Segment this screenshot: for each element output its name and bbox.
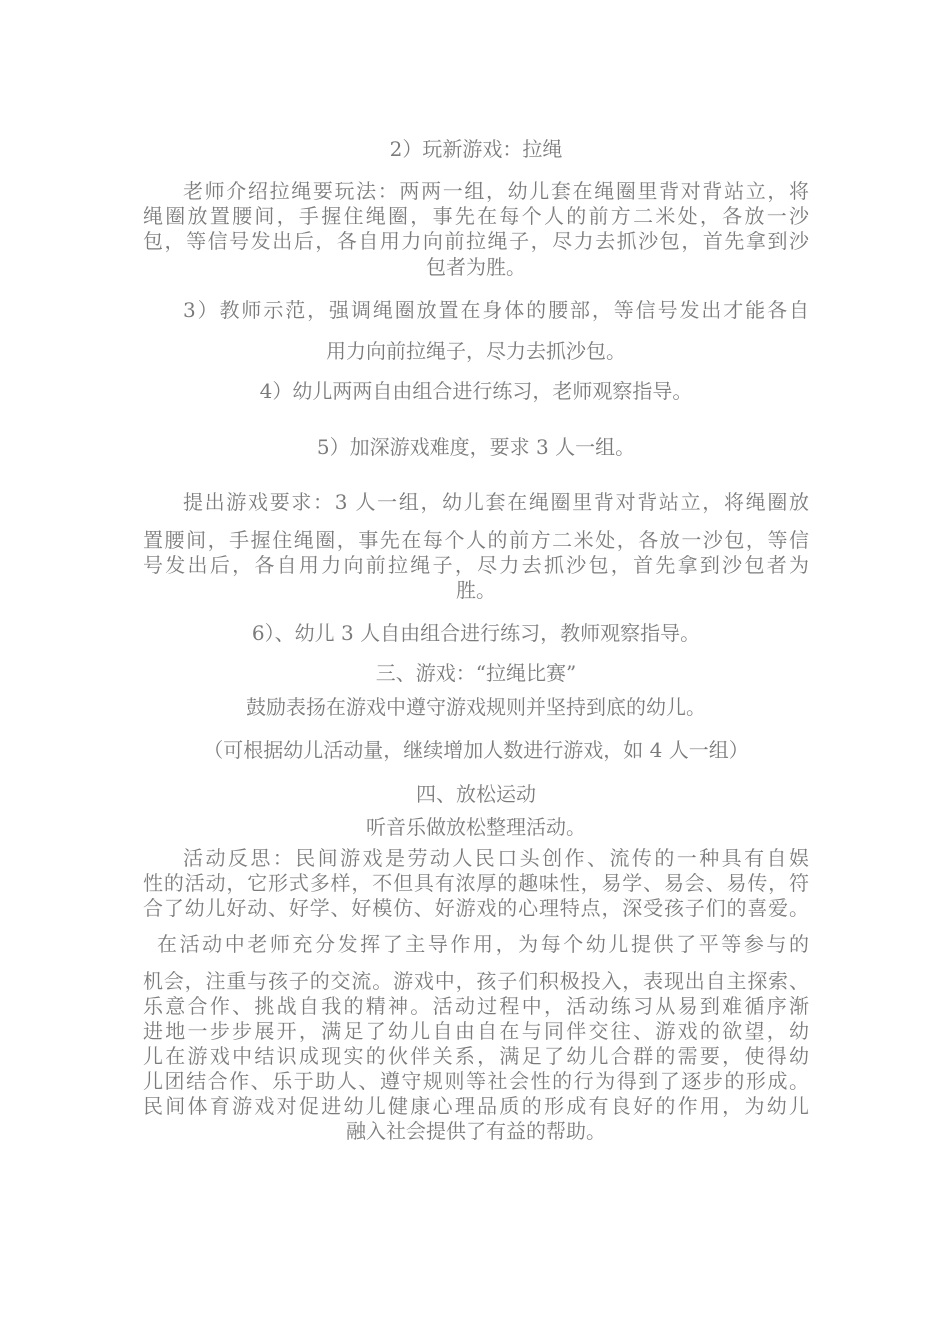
step-5-line: 5）加深游戏难度，要求 3 人一组。 xyxy=(316,435,636,459)
reflection-line: 儿团结合作、乐于助人、遵守规则等社会性的行为得到了逐步的形成。 xyxy=(143,1069,809,1093)
step-3-line: 3）教师示范，强调绳圈放置在身体的腰部，等信号发出才能各自 xyxy=(183,298,809,322)
section-3-line: 鼓励表扬在游戏中遵守游戏规则并坚持到底的幼儿。 xyxy=(246,695,706,719)
paragraph-line: 胜。 xyxy=(456,578,496,602)
step-3-line: 用力向前拉绳子，尽力去抓沙包。 xyxy=(326,339,626,363)
reflection-line: 儿在游戏中结识成现实的伙伴关系，满足了幼儿合群的需要，使得幼 xyxy=(143,1044,809,1068)
reflection-line: 融入社会提供了有益的帮助。 xyxy=(346,1119,606,1143)
reflection-line: 机会，注重与孩子的交流。游戏中，孩子们积极投入，表现出自主探索、 xyxy=(143,969,809,993)
reflection-line: 性的活动，它形式多样，不但具有浓厚的趣味性，易学、易会、易传，符 xyxy=(143,871,809,895)
section-3-note: （可根据幼儿活动量，继续增加人数进行游戏，如 4 人一组） xyxy=(203,738,749,762)
step-2-heading: 2）玩新游戏：拉绳 xyxy=(389,137,563,161)
step-4-line: 4）幼儿两两自由组合进行练习，老师观察指导。 xyxy=(259,379,693,403)
paragraph-line: 老师介绍拉绳要玩法：两两一组，幼儿套在绳圈里背对背站立，将 xyxy=(183,179,809,203)
section-4-heading: 四、放松运动 xyxy=(416,782,536,806)
reflection-line: 合了幼儿好动、好学、好模仿、好游戏的心理特点，深受孩子们的喜爱。 xyxy=(143,896,809,920)
paragraph-line: 号发出后，各自用力向前拉绳子，尽力去抓沙包，首先拿到沙包者为 xyxy=(143,553,809,577)
reflection-line: 乐意合作、挑战自我的精神。活动过程中，活动练习从易到难循序渐 xyxy=(143,994,809,1018)
paragraph-line: 包，等信号发出后，各自用力向前拉绳子，尽力去抓沙包，首先拿到沙 xyxy=(143,229,809,253)
reflection-line: 进地一步步展开，满足了幼儿自由自在与同伴交往、游戏的欲望，幼 xyxy=(143,1019,809,1043)
reflection-line: 在活动中老师充分发挥了主导作用，为每个幼儿提供了平等参与的 xyxy=(157,932,809,956)
section-4-line: 听音乐做放松整理活动。 xyxy=(366,815,586,839)
section-3-heading: 三、游戏：“拉绳比赛” xyxy=(375,661,577,685)
step-6-line: 6）、幼儿 3 人自由组合进行练习，教师观察指导。 xyxy=(251,621,701,645)
reflection-line: 民间体育游戏对促进幼儿健康心理品质的形成有良好的作用，为幼儿 xyxy=(143,1094,809,1118)
paragraph-line: 置腰间，手握住绳圈，事先在每个人的前方二米处，各放一沙包，等信 xyxy=(143,528,809,552)
paragraph-line: 绳圈放置腰间，手握住绳圈，事先在每个人的前方二米处，各放一沙 xyxy=(143,204,809,228)
reflection-line: 活动反思：民间游戏是劳动人民口头创作、流传的一种具有自娱 xyxy=(183,846,809,870)
paragraph-line: 提出游戏要求：3 人一组，幼儿套在绳圈里背对背站立，将绳圈放 xyxy=(183,490,809,514)
paragraph-line: 包者为胜。 xyxy=(426,255,526,279)
